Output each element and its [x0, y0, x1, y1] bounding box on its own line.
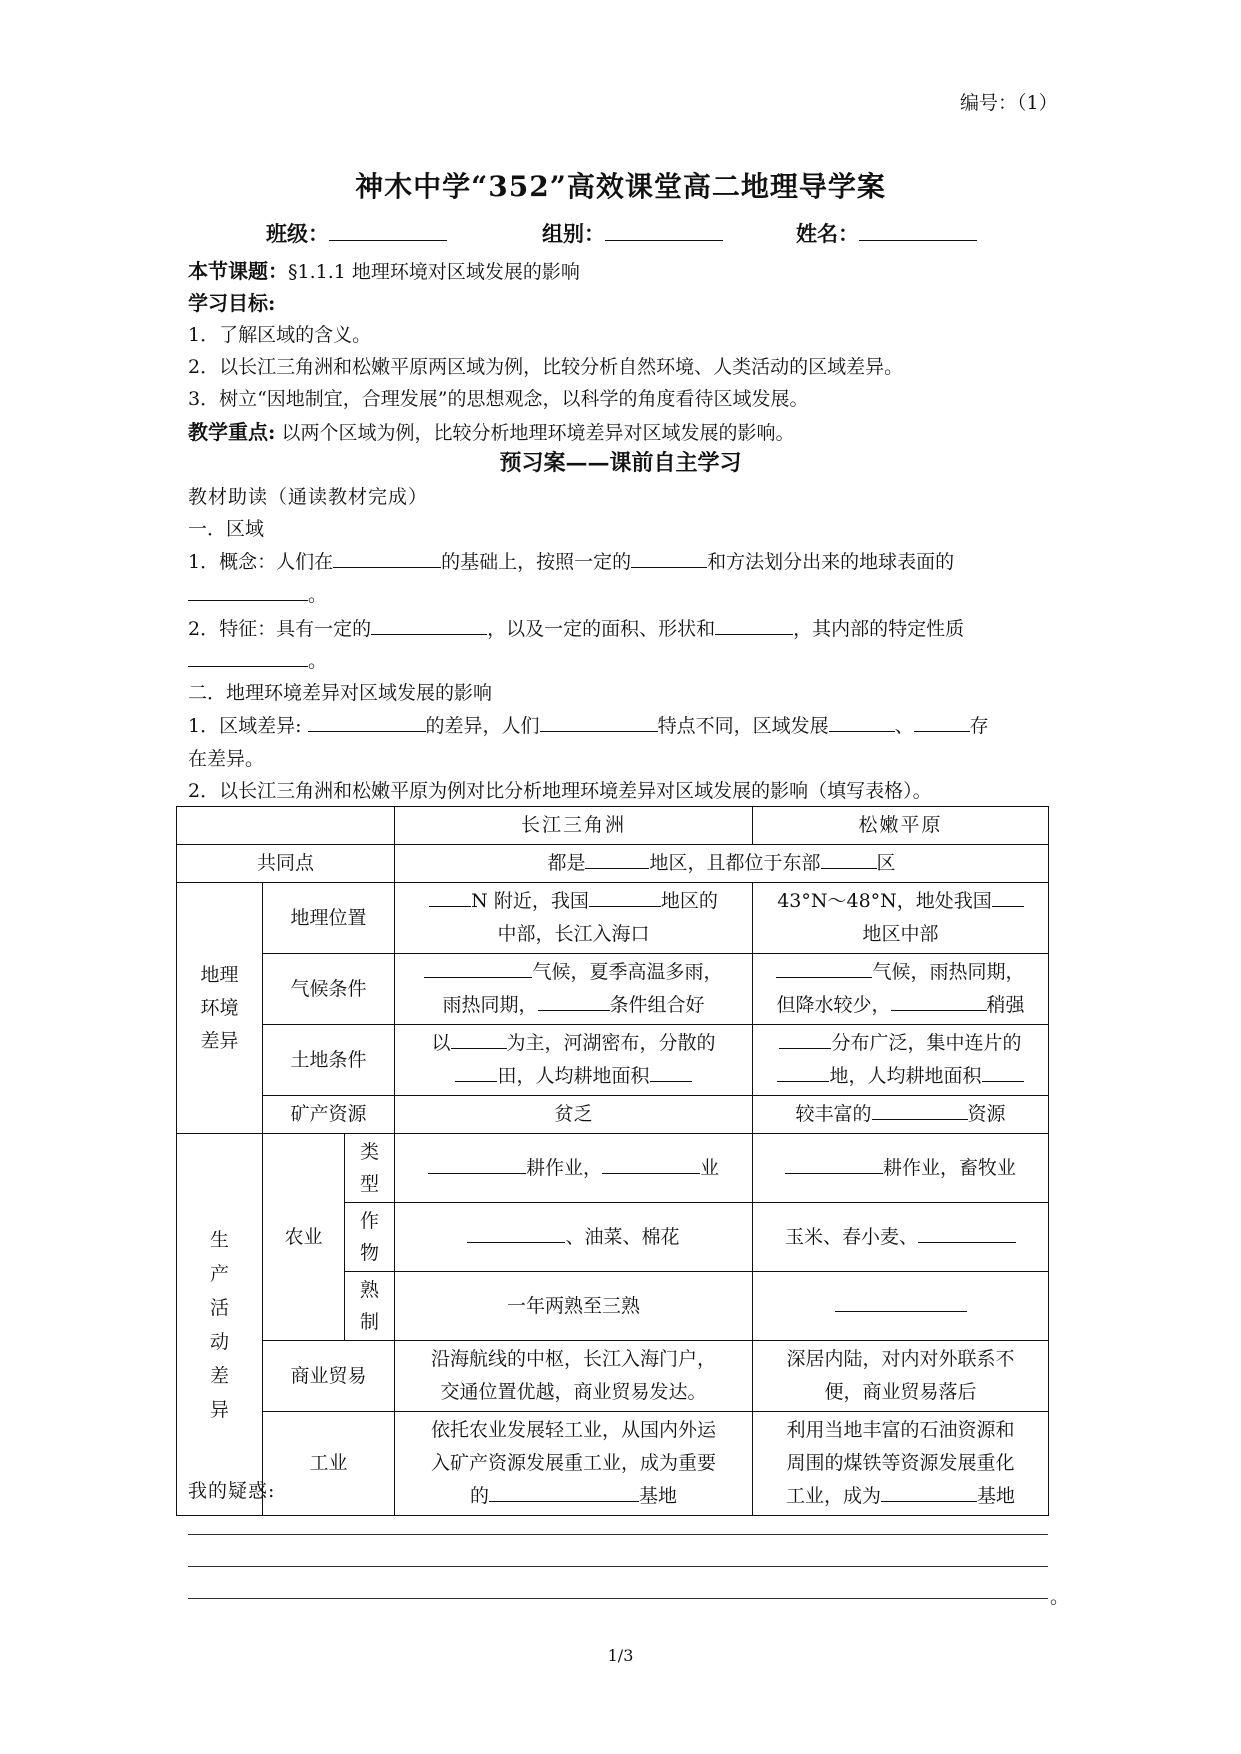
mineral-yangtze: 贫乏 [395, 1096, 753, 1134]
feature-line [188, 614, 964, 641]
text: 2．特征：具有一定的 [188, 618, 372, 640]
text: 但降水较少， [776, 994, 891, 1016]
topic-label: 本节课题： [188, 259, 288, 283]
text: 特点不同，区域发展 [657, 715, 829, 737]
page-number: 1/3 [607, 1646, 634, 1665]
focus-label: 教学重点: [188, 420, 276, 444]
text: 1．概念：人们在 [188, 551, 334, 573]
type-label: 类 型 [345, 1134, 395, 1203]
group-label: 组别： [542, 221, 605, 247]
industry-songnen: 利用当地丰富的石油资源和 周围的煤铁等资源发展重化 工业，成为 基地 [753, 1412, 1049, 1516]
concept-line-2 [188, 580, 327, 607]
name-blank[interactable] [859, 218, 977, 241]
blank[interactable] [776, 957, 872, 978]
text: 耕作业， [525, 1156, 602, 1179]
objectives-label: 学习目标: [188, 291, 276, 315]
mineral-label: 矿产资源 [263, 1096, 395, 1134]
text: 、油菜、棉花 [565, 1225, 680, 1248]
blank[interactable] [188, 646, 308, 667]
blank[interactable] [872, 1099, 968, 1120]
objective-2: 2．以长江三角洲和松嫩平原两区域为例，比较分析自然环境、人类活动的区域差异。 [188, 356, 904, 378]
blank[interactable] [538, 990, 610, 1011]
text: 气候，夏季高温多雨， [532, 961, 723, 983]
blank[interactable] [914, 711, 970, 732]
text: 业 [700, 1156, 720, 1179]
location-songnen [753, 883, 1049, 954]
section-title: 预习案——课前自主学习 [499, 450, 742, 476]
doubt-line-3[interactable] [188, 1598, 1048, 1599]
name-field [796, 218, 977, 248]
blank[interactable] [821, 848, 877, 869]
topic-line [188, 255, 580, 284]
topic-value: §1.1.1 地理环境对区域发展的影响 [288, 261, 580, 283]
text: 都是 [547, 852, 586, 874]
climate-songnen [753, 954, 1049, 1025]
text: 的 [469, 1485, 489, 1507]
blank[interactable] [650, 1061, 692, 1082]
diff-line [188, 711, 989, 738]
climate-label: 气候条件 [263, 954, 395, 1025]
class-label: 班级： [266, 221, 329, 247]
common-cell [395, 845, 1049, 883]
crop-label: 作 物 [345, 1203, 395, 1272]
blank[interactable] [489, 1481, 639, 1502]
blank[interactable] [715, 614, 793, 635]
location-yangtze [395, 883, 753, 954]
text: 。 [308, 650, 328, 672]
blank[interactable] [777, 1061, 829, 1082]
comparison-table [176, 806, 1049, 1516]
blank[interactable] [540, 711, 658, 732]
text: 玉米、春小麦、 [784, 1225, 918, 1248]
class-blank[interactable] [329, 218, 447, 241]
text: 基地 [639, 1485, 678, 1507]
objective-3: 3．树立“因地制宜，合理发展”的思想观念，以科学的角度看待区域发展。 [188, 388, 809, 410]
blank[interactable] [333, 547, 441, 568]
table-corner [177, 807, 395, 845]
text: 。 [308, 584, 328, 606]
blank[interactable] [455, 1061, 497, 1082]
text: 条件组合好 [609, 994, 705, 1016]
section-2-heading: 二．地理环境差异对区域发展的影响 [188, 682, 493, 704]
doubt-end-mark: 。 [1050, 1586, 1070, 1608]
text: 1．区域差异: [188, 715, 302, 737]
blank[interactable] [891, 990, 987, 1011]
blank[interactable] [992, 886, 1024, 907]
text: 中部，长江入海口 [497, 923, 650, 945]
text: 存 [969, 715, 989, 737]
blank[interactable] [602, 1153, 700, 1174]
blank[interactable] [188, 580, 308, 601]
blank[interactable] [982, 1061, 1024, 1082]
blank[interactable] [881, 1481, 977, 1502]
text: 地区中部 [862, 923, 939, 945]
crop-songnen [753, 1203, 1049, 1272]
blank[interactable] [589, 886, 661, 907]
focus-line [188, 416, 794, 445]
text: 气候，雨热同期， [872, 961, 1025, 983]
group-blank[interactable] [605, 218, 723, 241]
text: 耕作业，畜牧业 [882, 1156, 1016, 1179]
text: 地区的 [660, 890, 718, 912]
text: 分布广泛，集中连片的 [831, 1032, 1022, 1054]
blank[interactable] [371, 614, 487, 635]
blank[interactable] [451, 1028, 507, 1049]
text: 较丰富的 [795, 1103, 872, 1125]
text: 田，人均耕地面积 [497, 1065, 650, 1087]
land-label: 土地条件 [263, 1025, 395, 1096]
blank[interactable] [308, 711, 426, 732]
text: ，其内部的特定性质 [793, 618, 965, 640]
prod-group-label: 生 产 活 动 差 异 [177, 1134, 263, 1516]
doubt-line-2[interactable] [188, 1566, 1048, 1567]
agriculture-label: 农业 [263, 1134, 345, 1341]
compare-line: 2．以长江三角洲和松嫩平原为例对比分析地理环境差异对区域发展的影响（填写表格）。 [188, 780, 932, 802]
industry-yangtze: 依托农业发展轻工业，从国内外运 入矿产资源发展重工业，成为重要 的 基地 [395, 1412, 753, 1516]
page-title: 神木中学“352”高效课堂高二地理导学案 [355, 170, 886, 203]
land-songnen [753, 1025, 1049, 1096]
text: 区 [876, 852, 896, 874]
guide-line: 教材助读（通读教材完成） [188, 486, 429, 508]
text: 为主，河湖密布，分散的 [506, 1032, 716, 1054]
blank[interactable] [631, 547, 707, 568]
maturity-label: 熟 制 [345, 1272, 395, 1341]
blank[interactable] [785, 1153, 883, 1174]
class-field [266, 218, 447, 248]
header-songnen: 松嫩平原 [753, 807, 1049, 845]
trade-yangtze: 沿海航线的中枢，长江入海门户， 交通位置优越，商业贸易发达。 [395, 1341, 753, 1412]
diff-line-2: 在差异。 [188, 748, 265, 770]
text: 、 [894, 715, 914, 737]
blank[interactable] [424, 957, 532, 978]
blank[interactable] [428, 1153, 526, 1174]
text: 和方法划分出来的地球表面的 [707, 551, 955, 573]
trade-label: 商业贸易 [263, 1341, 395, 1412]
maturity-yangtze: 一年两熟至三熟 [395, 1272, 753, 1341]
trade-songnen: 深居内陆，对内对外联系不 便，商业贸易落后 [753, 1341, 1049, 1412]
group-field [542, 218, 723, 248]
env-group-label: 地理 环境 差异 [177, 883, 263, 1134]
name-label: 姓名： [796, 221, 859, 247]
text: 基地 [977, 1485, 1016, 1507]
text: 工业，成为 [785, 1485, 881, 1507]
doubt-label: 我的疑惑: [188, 1480, 276, 1502]
text: 以 [431, 1032, 451, 1054]
blank[interactable] [829, 711, 895, 732]
text: 资源 [967, 1103, 1006, 1125]
crop-yangtze [395, 1203, 753, 1272]
maturity-songnen [753, 1272, 1049, 1341]
blank[interactable] [585, 848, 649, 869]
land-yangtze [395, 1025, 753, 1096]
industry-label: 工业 [263, 1412, 395, 1516]
text: 43°N～48°N，地处我国 [777, 890, 992, 912]
text: ，以及一定的面积、形状和 [487, 618, 716, 640]
location-label: 地理位置 [263, 883, 395, 954]
text: N 附近，我国 [471, 890, 589, 912]
blank[interactable] [835, 1291, 967, 1312]
objective-1: 1．了解区域的含义。 [188, 324, 372, 346]
text: 雨热同期， [442, 994, 538, 1016]
type-yangtze [395, 1134, 753, 1203]
feature-line-2 [188, 646, 327, 673]
serial-number: 编号：（1） [960, 92, 1058, 114]
doubt-line-1[interactable] [188, 1534, 1048, 1535]
text: 地，人均耕地面积 [829, 1065, 982, 1087]
blank[interactable] [779, 1028, 831, 1049]
text: 稍强 [986, 994, 1025, 1016]
blank[interactable] [467, 1222, 565, 1243]
blank[interactable] [429, 886, 471, 907]
header-yangtze: 长江三角洲 [395, 807, 753, 845]
text: 的差异，人们 [425, 715, 540, 737]
blank[interactable] [918, 1222, 1016, 1243]
text: 的基础上，按照一定的 [441, 551, 632, 573]
concept-line [188, 547, 954, 574]
mineral-songnen [753, 1096, 1049, 1134]
text: 地区，且都位于东部 [649, 852, 821, 874]
common-label: 共同点 [177, 845, 395, 883]
section-1-heading: 一．区域 [188, 518, 265, 540]
focus-value: 以两个区域为例，比较分析地理环境差异对区域发展的影响。 [281, 422, 795, 444]
climate-yangtze [395, 954, 753, 1025]
type-songnen [753, 1134, 1049, 1203]
